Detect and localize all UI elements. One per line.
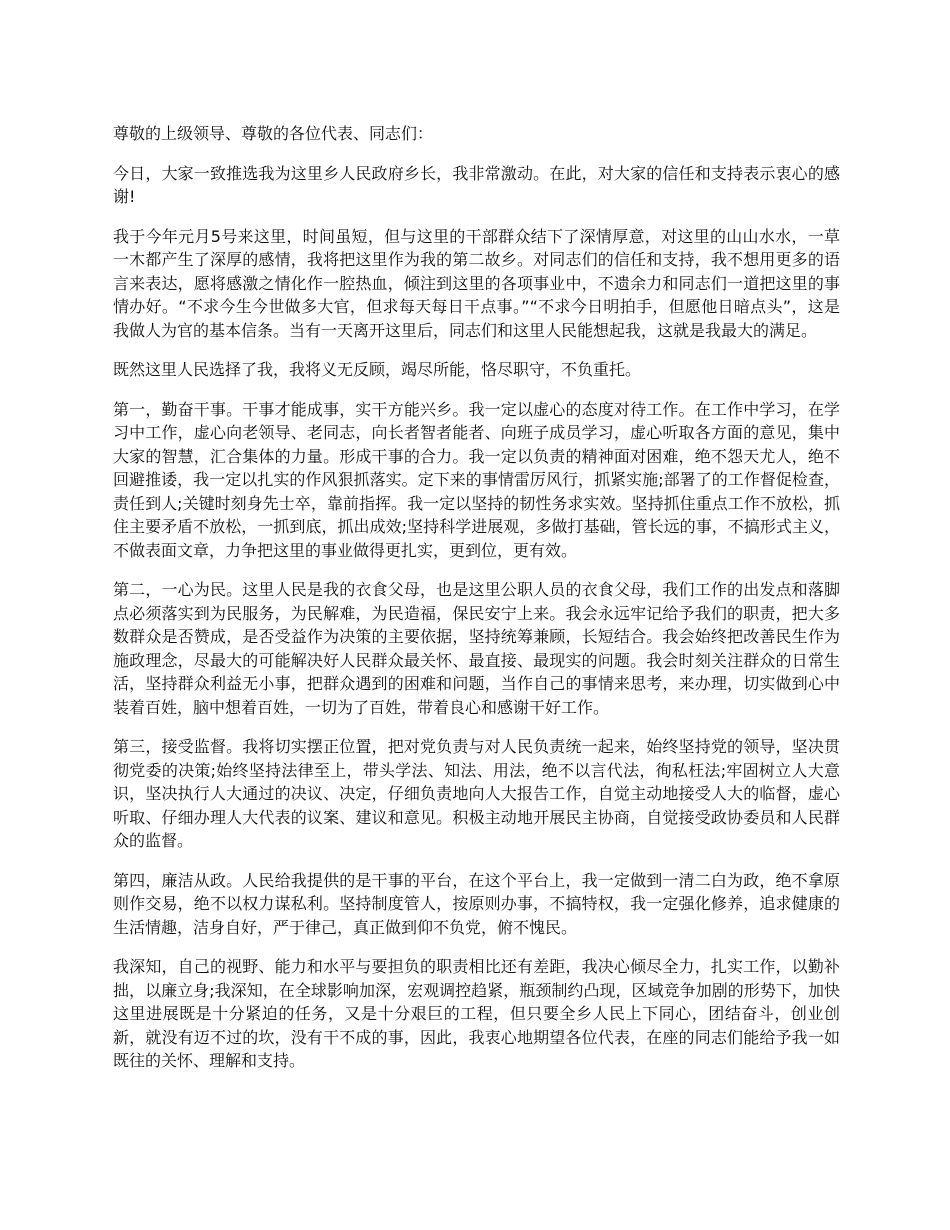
point-two-paragraph: 第二，一心为民。这里人民是我的衣食父母，也是这里公职人员的衣食父母，我们工作的出发点和落脚点必须落实到为民服务，为民解难，为民造福，保民安宁上来。我会永远牢记给予我们的职责，把大多数群众是否赞成，是否受益作为决策的主要依据，坚持统筹兼顾，长短结合。我会始终把改善民生作为施政理念，尽最大的可能解决好人民群众最关怀、最直接、最现实的问题。我会时刻关注群众的日常生活，坚持群众利益无小事，把群众遇到的困难和问题，当作自己的事情来思考，来办理，切实做到心中装着百姓，脑中想着百姓，一切为了百姓，带着良心和感谢干好工作。 (113, 580, 840, 717)
commitment-paragraph: 既然这里人民选择了我，我将义无反顾，竭尽所能，恪尽职守，不负重托。 (113, 360, 642, 379)
document-body (113, 122, 840, 1089)
opening-paragraph: 今日，大家一致推选我为这里乡人民政府乡长，我非常激动。在此，对大家的信任和支持表示衷心的感谢! (113, 163, 840, 206)
closing-paragraph: 我深知，自己的视野、能力和水平与要担负的职责相比还有差距，我决心倾尽全力，扎实工作，以勤补拙，以廉立身;我深知，在全球影响加深，宏观调控趋紧，瓶颈制约凸现，区域竞争加剧的形势下，加快这里进展既是十分紧迫的任务，又是十分艰巨的工程，但只要全乡人民上下同心，团结奋斗，创业创新，就没有迈不过的坎，没有干不成的事，因此，我衷心地期望各位代表，在座的同志们能给予我一如既往的关怀、理解和支持。 (113, 957, 840, 1070)
background-paragraph: 我于今年元月5号来这里，时间虽短，但与这里的干部群众结下了深情厚意，对这里的山山水水，一草一木都产生了深厚的感情，我将把这里作为我的第二故乡。对同志们的信任和支持，我不想用更多的语言来表达，愿将感激之情化作一腔热血，倾注到这里的各项事业中，不遗余力和同志们一道把这里的事情办好。“不求今生今世做多大官，但求每天每日干点事。”“不求今日明拍手，但愿他日暗点头”，这是我做人为官的基本信条。当有一天离开这里后，同志们和这里人民能想起我，这就是我最大的满足。 (113, 226, 840, 340)
point-three-paragraph: 第三，接受监督。我将切实摆正位置，把对党负责与对人民负责统一起来，始终坚持党的领导，坚决贯彻党委的决策;始终坚持法律至上，带头学法、知法、用法，绝不以言代法，徇私枉法;牢固树立人大意识，坚决执行人大通过的决议、决定，仔细负责地向人大报告工作，自觉主动地接受人大的临督，虚心听取、仔细办理人大代表的议案、建议和意见。积极主动地开展民主协商，自觉接受政协委员和人民群众的监督。 (113, 737, 840, 850)
greeting-paragraph: 尊敬的上级领导、尊敬的各位代表、同志们： (113, 124, 434, 143)
point-one-paragraph: 第一，勤奋干事。干事才能成事，实干方能兴乡。我一定以虚心的态度对待工作。在工作中学习，在学习中工作，虚心向老领导、老同志，向长者智者能者、向班子成员学习，虚心听取各方面的意见，集中大家的智慧，汇合集体的力量。形成干事的合力。我一定以负责的精神面对困难，绝不怨天尤人，绝不回避推诿，我一定以扎实的作风狠抓落实。定下来的事情雷厉风行，抓紧实施;部署了的工作督促检查，责任到人;关键时刻身先士卒，靠前指挥。我一定以坚持的韧性务求实效。坚持抓住重点工作不放松，抓住主要矛盾不放松，一抓到底，抓出成效;坚持科学进展观，多做打基础，管长远的事，不搞形式主义，不做表面文章，力争把这里的事业做得更扎实，更到位，更有效。 (113, 399, 840, 560)
point-four-paragraph: 第四，廉洁从政。人民给我提供的是干事的平台，在这个平台上，我一定做到一清二白为政，绝不拿原则作交易，绝不以权力谋私利。坚持制度管人，按原则办事，不搞特权，我一定强化修养，追求健康的生活情趣，洁身自好，严于律己，真正做到仰不负党，俯不愧民。 (113, 870, 840, 937)
